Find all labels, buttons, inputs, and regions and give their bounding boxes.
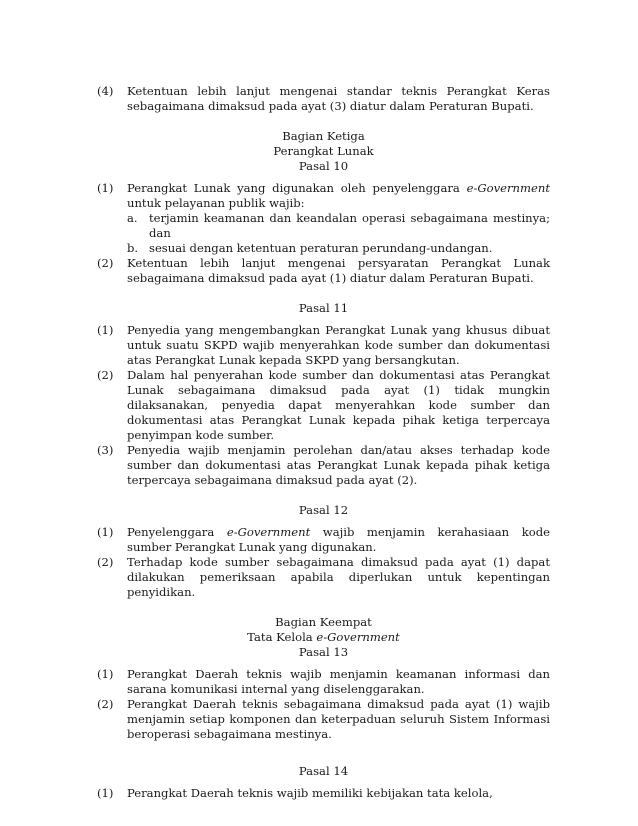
ayat-text: Perangkat Daerah teknis wajib memiliki kebijakan tata kelola, <box>127 786 493 800</box>
ayat-text-part: Penyelenggara <box>127 525 227 539</box>
ayat-text-part: wajib menjamin kerahasiaan kode sumber Perangkat Lunak yang digunakan. <box>127 525 550 554</box>
pasal-11-ayat-1 <box>97 323 550 368</box>
pasal-11-ayat-2 <box>97 368 550 443</box>
sub-item-b <box>127 241 550 256</box>
ayat-4 <box>97 84 550 114</box>
pasal-11-title: Pasal 11 <box>298 301 349 315</box>
subtitle-part: Tata Kelola <box>247 630 317 644</box>
pasal-10-ayat-1 <box>97 181 550 256</box>
ayat-text <box>127 525 550 555</box>
sub-item-a <box>127 211 550 241</box>
pasal-14-ayat-1 <box>97 786 550 801</box>
ayat-text: Terhadap kode sumber sebagaimana dimaksud pada ayat (1) dapat dilakukan pemeriksaan apabila diperlukan untuk kepentingan penyidikan. <box>127 555 550 599</box>
ayat-number: (1) <box>97 181 114 195</box>
pasal-12-ayat-2 <box>97 555 550 600</box>
bagian-keempat-subtitle <box>97 630 550 645</box>
sub-item-letter: a. <box>127 211 138 225</box>
ayat-text: Ketentuan lebih lanjut mengenai persyaratan Perangkat Lunak sebagaimana dimaksud pada ayat (1) diatur dalam Peraturan Bupati. <box>127 256 550 285</box>
ayat-text: Ketentuan lebih lanjut mengenai standar teknis Perangkat Keras sebagaimana dimaksud pada ayat (3) diatur dalam Peraturan Bupati. <box>127 84 550 113</box>
pasal-14-title: Pasal 14 <box>298 764 349 778</box>
sub-item-text: terjamin keamanan dan keandalan operasi sebagaimana mestinya; dan <box>149 211 550 240</box>
pasal-12-ayat-1 <box>97 525 550 555</box>
ayat-number: (1) <box>97 667 114 681</box>
bagian-keempat-title: Bagian Keempat <box>275 615 372 629</box>
ayat-text: Dalam hal penyerahan kode sumber dan dokumentasi atas Perangkat Lunak sebagaimana dimaksud pada ayat (1) tidak mungkin dilaksanakan, penyedia dapat menyerahkan kode sumber dan dokumentasi atas Perangkat Lunak kepada pihak ketiga terpercaya penyimpan kode sumber. <box>127 368 550 442</box>
pasal-10-title: Pasal 10 <box>298 159 349 173</box>
ayat-number: (2) <box>97 555 114 569</box>
ayat-number: (4) <box>97 84 114 98</box>
pasal-11-ayat-3 <box>97 443 550 488</box>
ayat-number: (2) <box>97 368 114 382</box>
ayat-text-italic: e-Government <box>466 181 550 195</box>
ayat-text-part: Perangkat Lunak yang digunakan oleh penyelenggara <box>127 181 467 195</box>
bagian-ketiga-title: Bagian Ketiga <box>282 129 365 143</box>
ayat-number: (1) <box>97 323 114 337</box>
ayat-text <box>127 181 550 256</box>
sub-item-letter: b. <box>127 241 139 255</box>
subtitle-italic: e-Government <box>316 630 400 644</box>
ayat-text: Penyedia wajib menjamin perolehan dan/atau akses terhadap kode sumber dan dokumentasi atas Perangkat Lunak kepada pihak ketiga terpercaya sebagaimana dimaksud pada ayat (2). <box>127 443 550 487</box>
pasal-13-ayat-2 <box>97 697 550 742</box>
ayat-text: Perangkat Daerah teknis wajib menjamin keamanan informasi dan sarana komunikasi internal yang diselenggarakan. <box>127 667 550 696</box>
ayat-text: Perangkat Daerah teknis sebagaimana dimaksud pada ayat (1) wajib menjamin setiap komponen dan keterpaduan seluruh Sistem Informasi beroperasi sebagaimana mestinya. <box>127 697 550 741</box>
ayat-number: (1) <box>97 525 114 539</box>
sub-item-text: sesuai dengan ketentuan peraturan perundang-undangan. <box>149 241 493 255</box>
ayat-text-italic: e-Government <box>226 525 311 539</box>
document-page <box>97 84 550 801</box>
ayat-number: (3) <box>97 443 114 457</box>
pasal-13-title: Pasal 13 <box>298 645 349 659</box>
ayat-text: Penyedia yang mengembangkan Perangkat Lunak yang khusus dibuat untuk suatu SKPD wajib menyerahkan kode sumber dan dokumentasi atas Perangkat Lunak kepada SKPD yang bersangkutan. <box>127 323 550 367</box>
pasal-13-ayat-1 <box>97 667 550 697</box>
bagian-ketiga-subtitle: Perangkat Lunak <box>273 144 374 158</box>
ayat-number: (1) <box>97 786 114 800</box>
pasal-10-ayat-2 <box>97 256 550 286</box>
ayat-text-part: untuk pelayanan publik wajib: <box>127 196 305 210</box>
ayat-number: (2) <box>97 256 114 270</box>
ayat-number: (2) <box>97 697 114 711</box>
pasal-12-title: Pasal 12 <box>298 503 349 517</box>
